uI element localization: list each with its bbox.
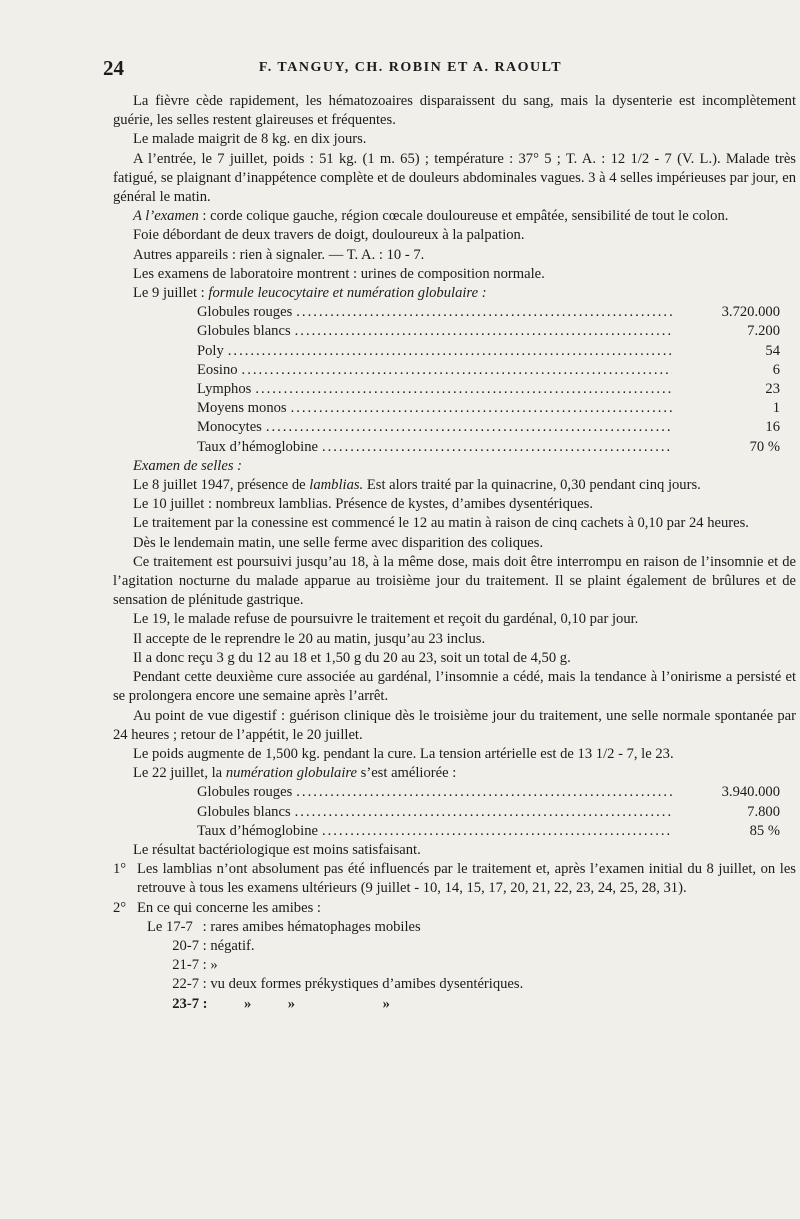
list-item — [147, 918, 796, 937]
leader-dots — [292, 303, 672, 322]
amibe-result: : » » » — [202, 995, 390, 1012]
table-row — [197, 803, 780, 822]
row-label: Poly — [197, 342, 224, 359]
paragraph: Au point de vue digestif : guérison clinique dès le troisième jour du traitement, une selle normale spontanée par 24 heures ; retour de l’appétit, le 20 juillet. — [113, 707, 796, 743]
table-row — [197, 399, 780, 418]
item-text: Les lamblias n’ont absolument pas été influencés par le traitement et, après l’examen initial du 8 juillet, on les retrouve à tous les examens ultérieurs (9 juillet - 10, 14, 15, 17, 20, 21, 22, 23, 24, 25, 28, 31). — [137, 861, 796, 897]
list-item — [147, 956, 796, 975]
paragraph: Il accepte de le reprendre le 20 au matin, jusqu’au 23 inclus. — [133, 630, 486, 647]
numbered-item — [113, 899, 796, 918]
amibe-date: 20-7 — [172, 937, 199, 954]
paragraph: Autres appareils : rien à signaler. — T. A. : 10 - 7. — [133, 246, 425, 263]
row-value: 23 — [765, 381, 780, 398]
row-value: 6 — [772, 361, 780, 378]
paragraph — [113, 764, 796, 783]
amibe-result: : » — [202, 957, 218, 974]
row-value: 1 — [772, 400, 780, 417]
leader-dots — [318, 822, 672, 841]
table-row — [197, 361, 780, 380]
table-row — [197, 418, 780, 437]
leader-dots — [238, 361, 672, 380]
amibe-date: Le 17-7 — [147, 918, 193, 935]
row-label: Monocytes — [197, 419, 262, 436]
paragraph-text: Le 9 juillet : — [133, 285, 209, 302]
italic-text: lamblias. — [309, 477, 364, 494]
leader-dots — [291, 322, 672, 341]
table-row — [197, 303, 780, 322]
table-row — [197, 783, 780, 802]
paragraph: Il a donc reçu 3 g du 12 au 18 et 1,50 g du 20 au 23, soit un total de 4,50 g. — [133, 649, 571, 666]
amibe-result: : rares amibes hématophages mobiles — [202, 918, 421, 935]
row-label: Lymphos — [197, 381, 252, 398]
paragraph-text: s’est améliorée : — [357, 765, 457, 782]
list-item — [147, 975, 796, 994]
list-item — [147, 937, 796, 956]
italic-text: numération globulaire — [225, 765, 358, 782]
italic-heading: Examen de selles : — [133, 457, 243, 474]
leader-dots — [262, 418, 672, 437]
paragraph — [113, 207, 796, 226]
italic-lead: A l’examen — [133, 208, 199, 225]
amibe-date: 23-7 — [172, 995, 199, 1012]
item-marker: 2° — [113, 899, 127, 916]
row-value: 3.940.000 — [721, 784, 780, 801]
paragraph-text: : corde colique gauche, région cœcale douloureuse et empâtée, sensibilité de tout le colon. — [198, 208, 729, 225]
table-row — [197, 438, 780, 457]
table-row — [197, 322, 780, 341]
row-value: 7.800 — [747, 803, 780, 820]
amibe-date: 22-7 — [172, 976, 199, 993]
amibe-date: 21-7 — [172, 957, 199, 974]
item-text: En ce qui concerne les amibes : — [137, 899, 321, 916]
row-label: Globules rouges — [197, 784, 293, 801]
leader-dots — [287, 399, 672, 418]
row-value: 85 % — [749, 822, 780, 839]
row-label: Globules blancs — [197, 323, 291, 340]
formula-table-1 — [113, 303, 796, 457]
paragraph: Les examens de laboratoire montrent : urines de composition normale. — [133, 265, 545, 282]
leader-dots — [318, 438, 672, 457]
paragraph: Pendant cette deuxième cure associée au gardénal, l’insomnie a cédé, mais la tendance à l’onirisme a persisté et se prolongera encore une semaine après l’arrêt. — [113, 669, 796, 705]
running-title: F. TANGUY, CH. ROBIN ET A. RAOULT — [258, 60, 563, 75]
amibe-result: : négatif. — [202, 937, 255, 954]
leader-dots — [292, 783, 672, 802]
paragraph: Le résultat bactériologique est moins satisfaisant. — [133, 841, 421, 858]
row-value: 54 — [765, 342, 780, 359]
paragraph-text: Le 8 juillet 1947, présence de — [133, 477, 310, 494]
row-label: Globules blancs — [197, 803, 291, 820]
paragraph-text: Est alors traité par la quinacrine, 0,30 pendant cinq jours. — [363, 477, 701, 494]
paragraph: Le poids augmente de 1,500 kg. pendant la cure. La tension artérielle est de 13 1/2 - 7, le 23. — [133, 745, 674, 762]
paragraph-text: Le 22 juillet, la — [133, 765, 226, 782]
row-label: Moyens monos — [197, 400, 287, 417]
leader-dots — [251, 380, 672, 399]
leader-dots — [291, 803, 672, 822]
page-number: 24 — [103, 56, 124, 80]
amibe-result: : vu deux formes prékystiques d’amibes dysentériques. — [202, 976, 524, 993]
row-label: Eosino — [197, 361, 238, 378]
page-header — [103, 56, 718, 80]
paragraph: Le 19, le malade refuse de poursuivre le traitement et reçoit du gardénal, 0,10 par jour. — [133, 611, 639, 628]
row-label: Taux d’hémoglobine — [197, 822, 318, 839]
paragraph: Ce traitement est poursuivi jusqu’au 18, à la même dose, mais doit être interrompu en raison de l’insomnie et de l’agitation nocturne du malade apparue au troisième jour du traitement. Il se plaint également de brûlures et de sensation de plénitude gastrique. — [113, 553, 796, 609]
paragraph — [113, 476, 796, 495]
paragraph — [113, 284, 796, 303]
list-item — [147, 995, 796, 1014]
italic-text: formule leucocytaire et numération globulaire : — [208, 285, 487, 302]
table-row — [197, 380, 780, 399]
leader-dots — [224, 342, 672, 361]
row-value: 16 — [765, 419, 780, 436]
paragraph: Le malade maigrit de 8 kg. en dix jours. — [133, 131, 367, 148]
body-text — [113, 92, 796, 1014]
paragraph: A l’entrée, le 7 juillet, poids : 51 kg. (1 m. 65) ; température : 37° 5 ; T. A. : 12 1/2 - 7 (V. L.). Malade très fatigué, se plaignant d’inappétence complète et de douleurs abdominales vagues. 3 à 4 selles impérieuses par jour, en général le matin. — [113, 150, 796, 206]
formula-table-2 — [113, 783, 796, 841]
table-row — [197, 342, 780, 361]
table-row — [197, 822, 780, 841]
paragraph: La fièvre cède rapidement, les hématozoaires disparaissent du sang, mais la dysenterie est incomplètement guérie, les selles restent glaireuses et fréquentes. — [113, 93, 796, 129]
row-value: 7.200 — [747, 323, 780, 340]
item-marker: 1° — [113, 861, 127, 878]
paragraph: Le 10 juillet : nombreux lamblias. Présence de kystes, d’amibes dysentériques. — [133, 496, 593, 513]
row-label: Globules rouges — [197, 304, 293, 321]
section-heading — [113, 457, 796, 476]
row-value: 3.720.000 — [721, 304, 780, 321]
numbered-item — [113, 860, 796, 898]
paragraph: Dès le lendemain matin, une selle ferme avec disparition des coliques. — [133, 534, 544, 551]
row-label: Taux d’hémoglobine — [197, 438, 318, 455]
row-value: 70 % — [749, 438, 780, 455]
amibes-list — [147, 918, 796, 1014]
paragraph: Le traitement par la conessine est commencé le 12 au matin à raison de cinq cachets à 0,10 par 24 heures. — [133, 515, 749, 532]
paragraph: Foie débordant de deux travers de doigt, douloureux à la palpation. — [133, 227, 525, 244]
